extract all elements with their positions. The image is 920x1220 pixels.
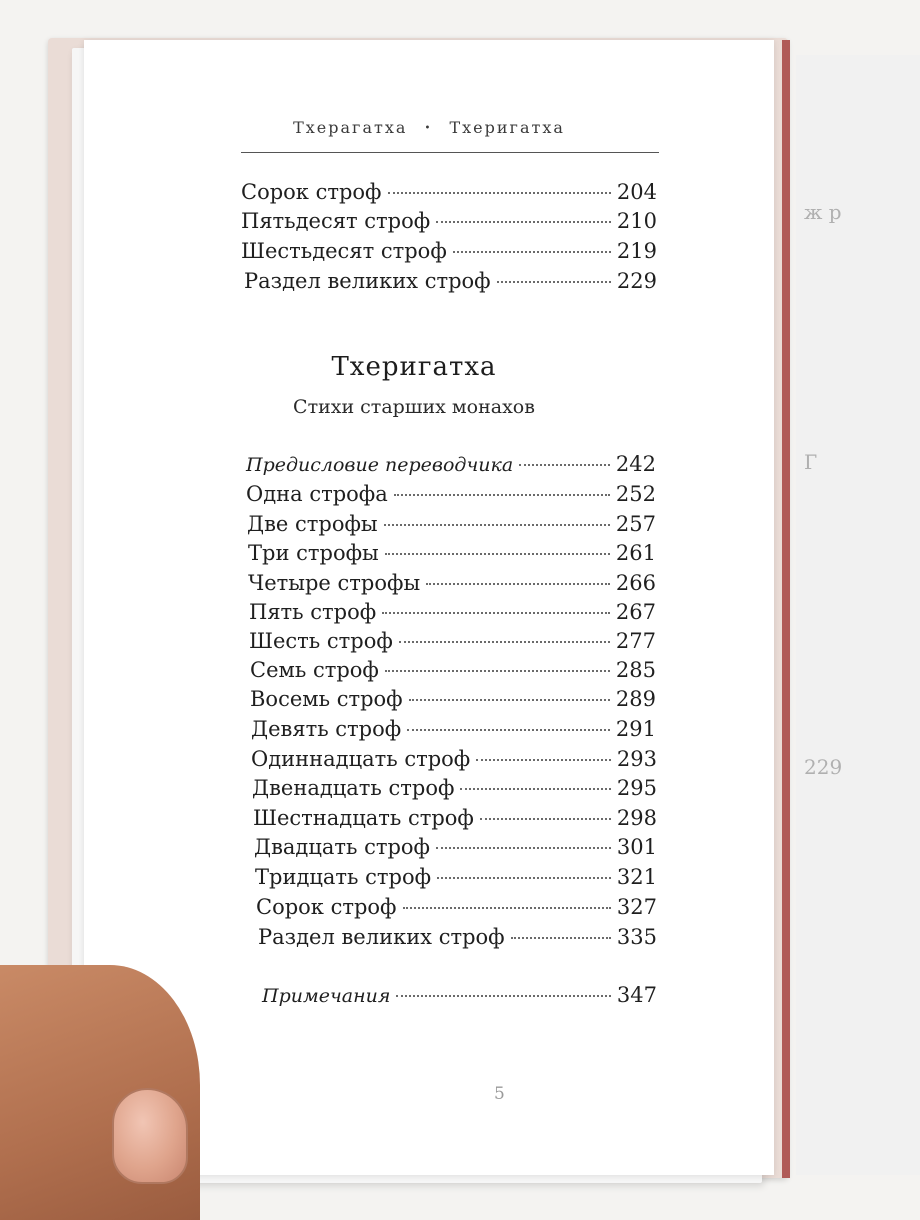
toc-entry[interactable] [247,512,656,536]
toc-entry-page: 261 [615,541,656,565]
toc-entry[interactable] [249,629,656,653]
toc-entry[interactable] [251,747,657,771]
toc-entry-label: Семь строф [250,658,379,682]
toc-entry-label: Восемь строф [250,687,403,711]
toc-entry-page: 257 [615,512,656,536]
leader-dots [384,524,610,526]
leader-dots [426,583,610,585]
toc-entry[interactable] [253,806,657,830]
toc-entry[interactable] [255,865,657,889]
toc-entry[interactable] [262,983,657,1007]
leader-dots [409,699,610,701]
toc-entry-page: 321 [616,865,657,889]
leader-dots [497,281,611,283]
toc-entry-label: Девять строф [251,717,402,741]
show-through-text: ж р [804,200,842,224]
toc-entry-label: Двенадцать строф [252,776,455,800]
leader-dots [382,612,610,614]
toc-entry[interactable] [241,239,657,263]
toc-entry-label: Три строфы [248,541,379,565]
toc-entry-label: Раздел великих строф [244,269,491,293]
running-header-left: Тхерагатха [293,118,408,137]
section-title: Тхеригатха [331,352,497,382]
toc-entry-page: 204 [616,180,657,204]
toc-entry-page: 293 [616,747,657,771]
leader-dots [385,670,610,672]
leader-dots [385,553,610,555]
toc-entry-label: Одиннадцать строф [251,747,471,771]
toc-entry-label: Четыре строфы [248,571,421,595]
leader-dots [436,847,611,849]
leader-dots [460,788,610,790]
toc-entry-page: 229 [616,269,657,293]
leader-dots [511,937,611,939]
toc-entry[interactable] [249,600,656,624]
toc-entry-label: Раздел великих строф [258,925,505,949]
show-through-text: 229 [804,755,843,779]
leader-dots [399,641,610,643]
running-header [84,118,774,137]
toc-entry[interactable] [248,571,656,595]
toc-entry-page: 285 [615,658,656,682]
header-rule [241,152,659,153]
leader-dots [394,494,610,496]
toc-entry[interactable] [241,180,657,204]
toc-entry[interactable] [241,209,657,233]
toc-entry[interactable] [244,269,657,293]
toc-entry-page: 289 [615,687,656,711]
toc-entry-label: Шестьдесят строф [241,239,447,263]
show-through-text: Г [804,450,818,474]
toc-entry-label: Сорок строф [256,895,397,919]
toc-entry[interactable] [251,717,656,741]
toc-entry-label: Примечания [262,985,391,1007]
toc-page [84,40,774,1175]
toc-entry-label: Пять строф [249,600,377,624]
toc-entry-page: 295 [616,776,657,800]
toc-entry-label: Двадцать строф [254,835,430,859]
running-header-separator: • [424,123,433,134]
toc-entry[interactable] [250,658,656,682]
leader-dots [436,221,611,223]
page-number: 5 [494,1084,505,1104]
toc-entry[interactable] [246,482,656,506]
toc-entry[interactable] [250,687,656,711]
leader-dots [437,877,611,879]
toc-entry[interactable] [254,835,657,859]
toc-entry-label: Шестнадцать строф [253,806,474,830]
toc-entry-page: 267 [615,600,656,624]
toc-entry-label: Одна строфа [246,482,388,506]
toc-entry-page: 347 [616,983,657,1007]
toc-entry-label: Две строфы [247,512,378,536]
leader-dots [480,818,611,820]
toc-entry-label: Сорок строф [241,180,382,204]
toc-entry-label: Предисловие переводчика [246,454,514,476]
leader-dots [388,192,611,194]
leader-dots [476,759,611,761]
toc-entry-label: Шесть строф [249,629,393,653]
toc-entry-page: 277 [615,629,656,653]
toc-entry-page: 219 [616,239,657,263]
running-header-right: Тхеригатха [449,118,565,137]
toc-entry-page: 242 [615,452,656,476]
toc-entry-page: 327 [616,895,657,919]
toc-entry[interactable] [258,925,657,949]
toc-entry[interactable] [246,452,656,476]
toc-entry-label: Тридцать строф [255,865,432,889]
leader-dots [403,907,611,909]
thumbnail-nail [112,1088,188,1184]
toc-entry-page: 301 [616,835,657,859]
toc-entry[interactable] [248,541,656,565]
section-subtitle: Стихи старших монахов [293,396,535,418]
toc-entry-page: 335 [616,925,657,949]
leader-dots [519,464,610,466]
toc-entry-page: 291 [615,717,656,741]
leader-dots [453,251,611,253]
toc-entry-page: 298 [616,806,657,830]
toc-entry-page: 266 [615,571,656,595]
toc-entry[interactable] [256,895,657,919]
toc-entry-page: 252 [615,482,656,506]
cover-edge [782,40,790,1178]
facing-page [796,55,920,1175]
toc-entry[interactable] [252,776,657,800]
leader-dots [396,995,610,997]
leader-dots [407,729,610,731]
toc-entry-label: Пятьдесят строф [241,209,431,233]
toc-entry-page: 210 [616,209,657,233]
